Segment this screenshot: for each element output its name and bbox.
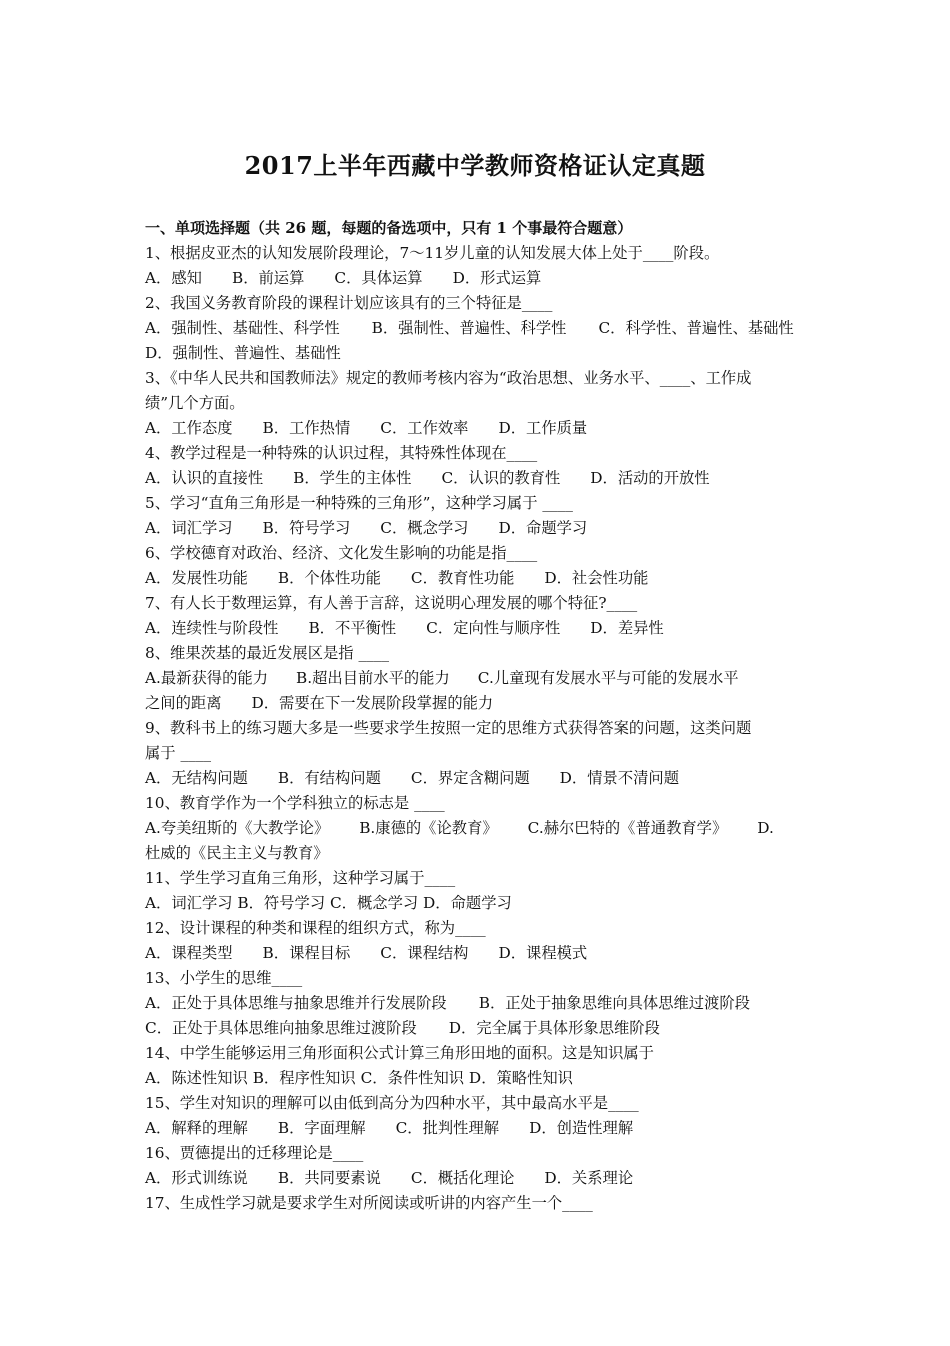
options-line	[145, 616, 815, 641]
question-line: 1、根据皮亚杰的认知发展阶段理论，7～11岁儿童的认知发展大体上处于____阶段。	[145, 244, 720, 262]
options-line	[145, 316, 815, 341]
answer-option: A．无结构问题	[145, 769, 248, 787]
answer-option: D．创造性理解	[529, 1119, 634, 1137]
options-line	[145, 1066, 815, 1091]
answer-option: B．符号学习	[262, 519, 351, 537]
answer-option: A．词汇学习	[145, 519, 233, 537]
answer-option: A．发展性功能	[145, 569, 248, 587]
question-line: 16、贾德提出的迁移理论是____	[145, 1144, 364, 1162]
answer-option: A．课程类型	[145, 944, 233, 962]
answer-option: D．需要在下一发展阶段掌握的能力	[251, 694, 494, 712]
answer-option: B．共同要素说	[277, 1169, 381, 1187]
answer-option: C．教育性功能	[410, 569, 515, 587]
answer-option: D．完全属于具体形象思维阶段	[448, 1019, 660, 1037]
question-line: 9、教科书上的练习题大多是一些要求学生按照一定的思维方式获得答案的问题，这类问题	[145, 719, 752, 737]
answer-option: C．认识的教育性	[441, 469, 561, 487]
answer-option: A．感知	[145, 269, 202, 287]
options-line	[145, 691, 815, 716]
options-line	[145, 1116, 815, 1141]
answer-option: A．认识的直接性	[145, 469, 264, 487]
answer-option: C.赫尔巴特的《普通教育学》	[527, 819, 728, 837]
answer-option: C．概括化理论	[410, 1169, 515, 1187]
options-line	[145, 816, 815, 841]
question-line: 11、学生学习直角三角形，这种学习属于____	[145, 869, 456, 887]
question-line: 绩”几个方面。	[145, 394, 245, 412]
answer-option: A．陈述性知识 B．程序性知识 C．条件性知识 D．策略性知识	[145, 1069, 573, 1087]
question-line: 13、小学生的思维____	[145, 969, 303, 987]
question-line: 10、教育学作为一个学科独立的标志是 ____	[145, 794, 445, 812]
answer-option: B．字面理解	[277, 1119, 366, 1137]
answer-option: A．连续性与阶段性	[145, 619, 279, 637]
question-line: 7、有人长于数理运算，有人善于言辞，这说明心理发展的哪个特征?____	[145, 594, 638, 612]
options-line	[145, 266, 815, 291]
answer-option: D．差异性	[590, 619, 664, 637]
options-line	[145, 991, 815, 1016]
answer-option: D．社会性功能	[544, 569, 649, 587]
question-line: 属于 ____	[145, 744, 212, 762]
answer-option: B．有结构问题	[277, 769, 381, 787]
answer-option: B．学生的主体性	[293, 469, 412, 487]
options-line	[145, 416, 815, 441]
question-line: 12、设计课程的种类和课程的组织方式，称为____	[145, 919, 486, 937]
answer-option: D．形式运算	[452, 269, 542, 287]
answer-option: A．形式训练说	[145, 1169, 248, 1187]
answer-option: C．正处于具体思维向抽象思维过渡阶段	[145, 1019, 417, 1037]
answer-option: A．解释的理解	[145, 1119, 248, 1137]
options-line	[145, 1166, 815, 1191]
answer-option: C．定向性与顺序性	[426, 619, 561, 637]
options-line	[145, 516, 815, 541]
answer-option: C．具体运算	[334, 269, 423, 287]
answer-option: C.儿童现有发展水平与可能的发展水平	[477, 669, 739, 687]
answer-option: B．个体性功能	[277, 569, 381, 587]
answer-option: C．课程结构	[380, 944, 469, 962]
answer-option: D．关系理论	[544, 1169, 634, 1187]
answer-option: 之间的距离	[145, 694, 222, 712]
answer-option: A．工作态度	[145, 419, 233, 437]
answer-option: A．正处于具体思维与抽象思维并行发展阶段	[145, 994, 447, 1012]
answer-option: B．工作热情	[262, 419, 351, 437]
answer-option: D.	[757, 819, 774, 837]
question-line: 4、教学过程是一种特殊的认识过程，其特殊性体现在____	[145, 444, 538, 462]
answer-option: A.最新获得的能力	[145, 669, 268, 687]
options-line	[145, 666, 815, 691]
answer-option: D．课程模式	[498, 944, 588, 962]
answer-option: A．强制性、基础性、科学性	[145, 319, 340, 337]
section-heading: 一、单项选择题（共 26 题，每题的备选项中，只有 1 个事最符合题意）	[145, 219, 633, 237]
options-line	[145, 1016, 815, 1041]
answer-option: C．工作效率	[380, 419, 469, 437]
answer-option: D．命题学习	[498, 519, 588, 537]
question-line: 8、维果茨基的最近发展区是指 ____	[145, 644, 390, 662]
page-title: 2017上半年西藏中学教师资格证认定真题	[244, 151, 706, 180]
answer-option: D．工作质量	[498, 419, 588, 437]
question-line: 15、学生对知识的理解可以由低到高分为四种水平，其中最高水平是____	[145, 1094, 639, 1112]
question-line: 17、生成性学习就是要求学生对所阅读或听讲的内容产生一个____	[145, 1194, 593, 1212]
exam-content	[145, 216, 815, 1216]
answer-option: A．词汇学习 B．符号学习 C．概念学习 D．命题学习	[145, 894, 512, 912]
answer-option: C．批判性理解	[395, 1119, 500, 1137]
options-line	[145, 341, 815, 366]
question-line: 3、《中华人民共和国教师法》规定的教师考核内容为“政治思想、业务水平、____、工作成	[145, 369, 752, 387]
options-line	[145, 566, 815, 591]
answer-option: C．界定含糊问题	[410, 769, 530, 787]
answer-option: B．强制性、普遍性、科学性	[371, 319, 567, 337]
question-line: 杜威的《民主主义与教育》	[145, 844, 329, 862]
answer-option: B.康德的《论教育》	[359, 819, 498, 837]
question-line: 14、中学生能够运用三角形面积公式计算三角形田地的面积。这是知识属于	[145, 1044, 654, 1062]
question-line: 2、我国义务教育阶段的课程计划应该具有的三个特征是____	[145, 294, 553, 312]
options-line	[145, 891, 815, 916]
answer-option: B．正处于抽象思维向具体思维过渡阶段	[478, 994, 750, 1012]
answer-option: D．强制性、普遍性、基础性	[145, 344, 341, 362]
question-line: 6、学校德育对政治、经济、文化发生影响的功能是指____	[145, 544, 538, 562]
answer-option: B．不平衡性	[308, 619, 397, 637]
options-line	[145, 466, 815, 491]
answer-option: A.夸美纽斯的《大教学论》	[145, 819, 330, 837]
answer-option: B．前运算	[231, 269, 305, 287]
answer-option: D．活动的开放性	[590, 469, 710, 487]
answer-option: B.超出目前水平的能力	[296, 669, 450, 687]
answer-option: C．科学性、普遍性、基础性	[598, 319, 794, 337]
question-line: 5、学习“直角三角形是一种特殊的三角形”，这种学习属于 ____	[145, 494, 573, 512]
options-line	[145, 941, 815, 966]
answer-option: B．课程目标	[262, 944, 351, 962]
answer-option: D．情景不清问题	[559, 769, 680, 787]
answer-option: C．概念学习	[380, 519, 469, 537]
options-line	[145, 766, 815, 791]
